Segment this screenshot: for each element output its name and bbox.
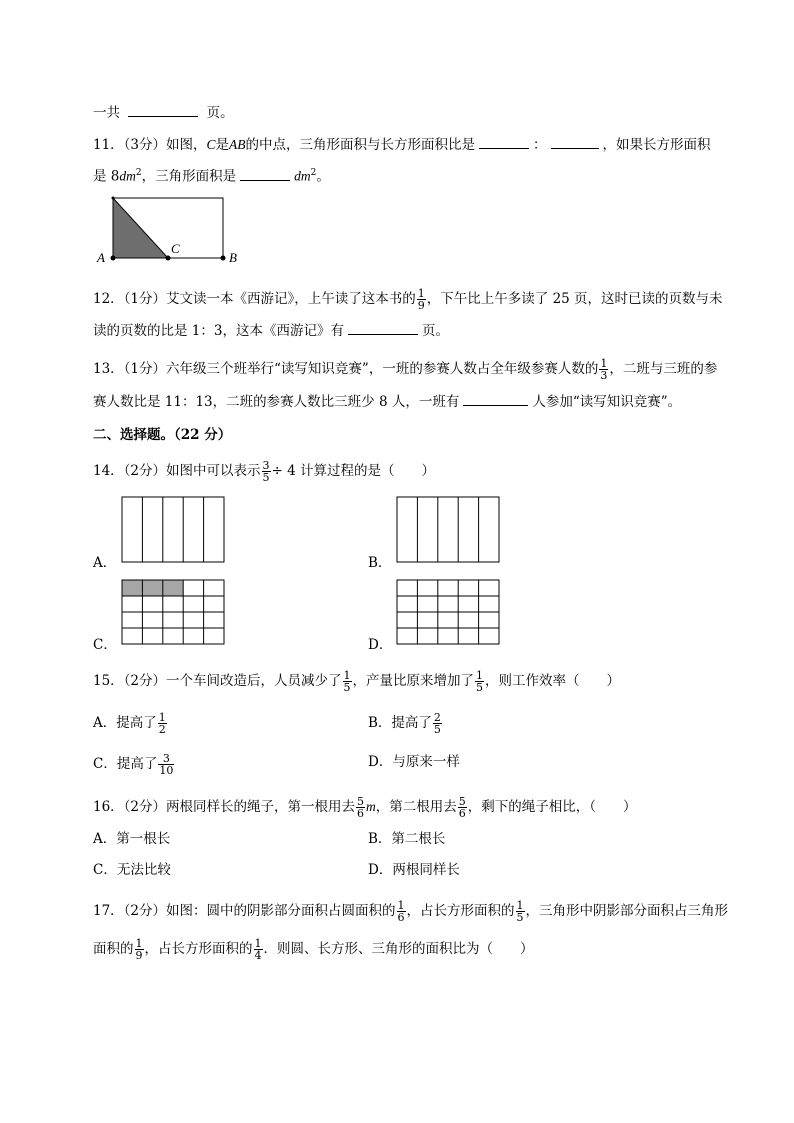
q14-figure-c[interactable] [121, 579, 227, 647]
fraction: $\frac{1}{9}$ [135, 937, 143, 962]
q16-option-b[interactable]: B．第二根长 [368, 831, 446, 847]
q14-option-d-label[interactable]: D． [368, 637, 393, 653]
q12-line1: 12．（1分）艾文读一本《西游记》，上午读了这本书的 $\frac{1}{9}$ ，下午比上午多读了 25 页，这时已读的页数与未 [93, 287, 723, 312]
q16-stem: 16．（2分）两根同样长的绳子，第一根用去 $\frac{5}{6}$ m，第二根用去 $\frac{5}{6}$ ，剩下的绳子相比，（ ） [93, 795, 637, 820]
point-b [221, 256, 226, 261]
fraction: $\frac{1}{9}$ [417, 287, 425, 312]
answer-blank[interactable] [463, 391, 528, 406]
fraction: $\frac{5}{6}$ [357, 795, 365, 820]
fraction: $\frac{1}{5}$ [476, 669, 484, 694]
q14-figure-d[interactable] [396, 579, 502, 647]
q15-option-c[interactable]: C．提高了 $\frac{3}{10}$ [93, 752, 174, 777]
answer-blank[interactable] [128, 102, 198, 117]
fraction: $\frac{1}{5}$ [343, 669, 351, 694]
q14-figure-b[interactable] [396, 496, 502, 564]
triangle-area-blank[interactable] [240, 166, 290, 181]
q11-figure [93, 190, 253, 270]
q15-option-a[interactable]: A．提高了 $\frac{1}{2}$ [93, 711, 166, 736]
ratio-blank-1[interactable] [479, 134, 529, 149]
q17-line2: 面积的 $\frac{1}{9}$ ，占长方形面积的 $\frac{1}{4}$ ．则圆、长方形、三角形的面积比为（ ） [93, 937, 534, 962]
q11-line2: 是 $8dm^2$，三角形面积是 $dm^2$。 [93, 164, 330, 186]
top-line: 一共 页。 [93, 102, 234, 122]
fraction: $\frac{1}{5}$ [516, 899, 524, 924]
q14-option-b-label[interactable]: B． [368, 555, 392, 571]
q14-option-c-label[interactable]: C． [93, 637, 117, 653]
q14-stem: 14．（2分）如图中可以表示 $\frac{3}{5}$ ÷ 4 计算过程的是（ ） [93, 459, 436, 484]
q11-line1: 11．（3分）如图，C是AB的中点，三角形面积与长方形面积比是 ： ，如果长方形面积 [93, 134, 711, 154]
q17-line1: 17．（2分）如图：圆中的阴影部分面积占圆面积的 $\frac{1}{6}$ ，占长方形面积的 $\frac{1}{5}$ ，三角形中阴影部分面积占三角形 [93, 899, 729, 924]
shaded-triangle [113, 198, 168, 258]
fraction: $\frac{1}{6}$ [397, 899, 405, 924]
q14-figure-a[interactable] [121, 496, 227, 564]
q15-option-b[interactable]: B．提高了 $\frac{2}{5}$ [368, 711, 441, 736]
q13-line1: 13．（1分）六年级三个班举行“读写知识竞赛”，一班的参赛人数占全年级参赛人数的 $\frac{1}{3}$ ，二班与三班的参 [93, 357, 718, 382]
point-a [111, 256, 116, 261]
fraction: $\frac{5}{6}$ [458, 795, 466, 820]
fraction: $\frac{1}{4}$ [254, 937, 262, 962]
q12-line2: 读的页数的比是 1：3，这本《西游记》有 页。 [93, 320, 449, 340]
point-c [166, 256, 171, 261]
fraction: $\frac{1}{3}$ [600, 357, 608, 382]
label-a: A [97, 250, 105, 265]
q16-option-a[interactable]: A．第一根长 [93, 831, 171, 847]
section-heading: 二、选择题。（22 分） [93, 427, 232, 443]
q15-option-d[interactable]: D．与原来一样 [368, 754, 460, 770]
q14-option-a-label[interactable]: A． [93, 555, 117, 571]
q16-option-d[interactable]: D．两根同样长 [368, 862, 460, 878]
q13-line2: 赛人数比是 11：13，二班的参赛人数比三班少 8 人，一班有 人参加“读写知识竞赛”。 [93, 391, 681, 411]
label-c: C [171, 241, 180, 256]
q16-option-c[interactable]: C．无法比较 [93, 862, 171, 878]
label-b: B [229, 250, 237, 265]
q15-stem: 15．（2分）一个车间改造后，人员减少了 $\frac{1}{5}$ ，产量比原来增加了 $\frac{1}{5}$ ，则工作效率（ ） [93, 669, 621, 694]
answer-blank[interactable] [348, 320, 418, 335]
fraction: $\frac{3}{5}$ [262, 459, 270, 484]
ratio-blank-2[interactable] [551, 134, 599, 149]
